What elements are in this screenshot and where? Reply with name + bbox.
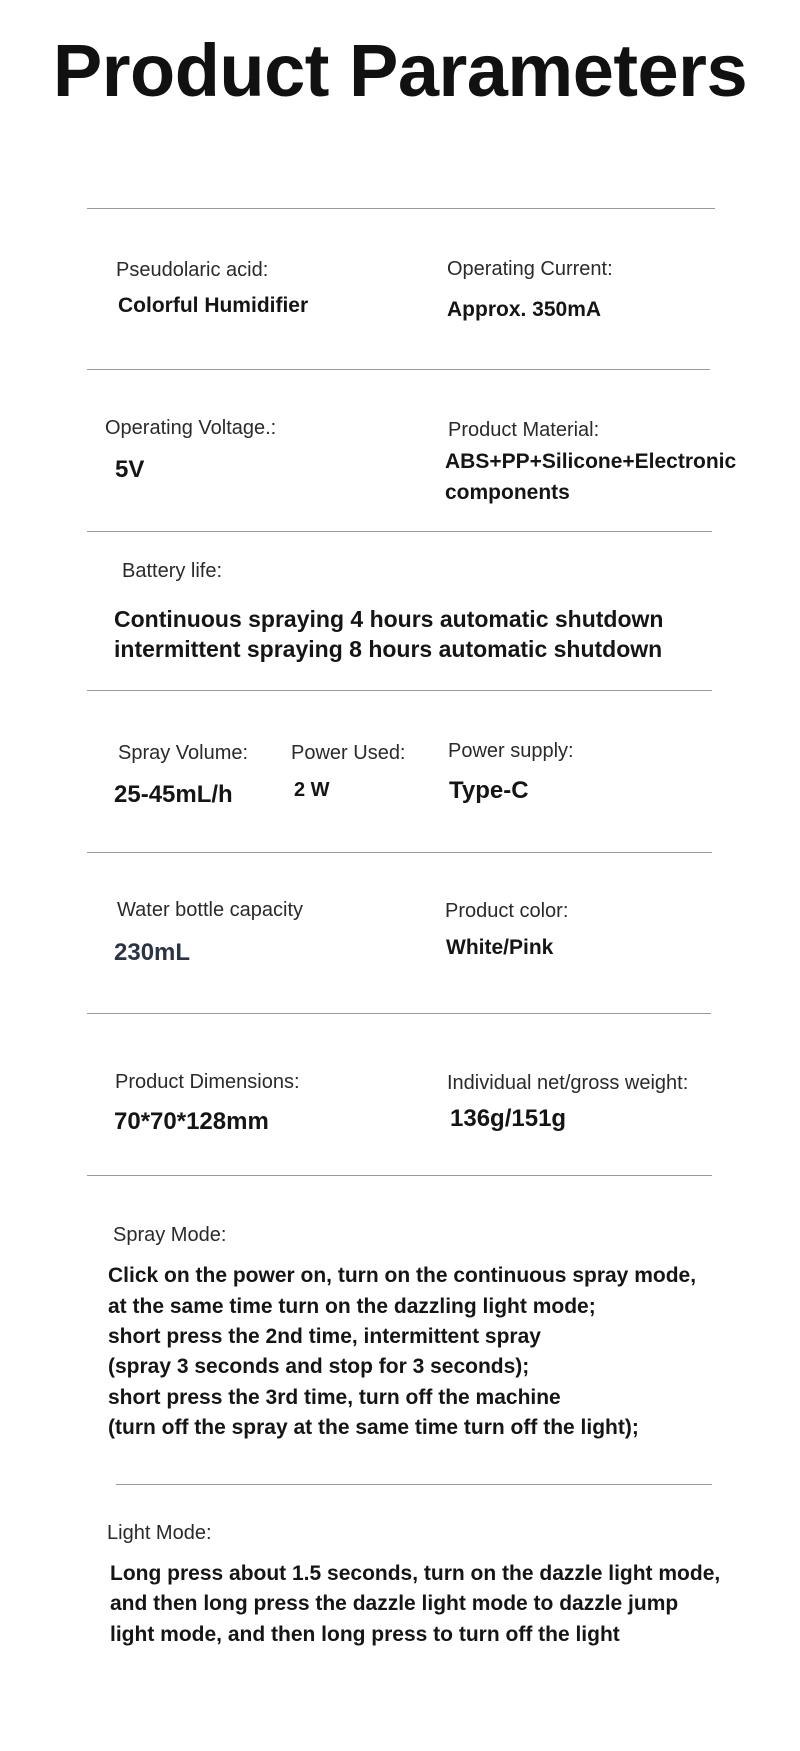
spray-volume-label: Spray Volume:: [118, 742, 249, 764]
light-mode-line: Long press about 1.5 seconds, turn on the dazzle light mode,: [110, 1562, 721, 1585]
operating-current-label: Operating Current:: [447, 258, 613, 280]
product-material-value-line2: components: [445, 481, 570, 504]
pseudolaric-acid-value: Colorful Humidifier: [118, 294, 309, 317]
water-bottle-capacity-label: Water bottle capacity: [117, 899, 304, 921]
power-supply-label: Power supply:: [448, 740, 574, 762]
spray-mode-line: Click on the power on, turn on the continuous spray mode,: [108, 1264, 697, 1287]
product-material-label: Product Material:: [448, 419, 600, 441]
operating-voltage-value: 5V: [115, 456, 145, 483]
divider: [116, 1484, 712, 1485]
light-mode-label: Light Mode:: [107, 1522, 212, 1544]
divider: [87, 369, 710, 370]
pseudolaric-acid-label: Pseudolaric acid:: [116, 259, 269, 281]
power-supply-value: Type-C: [449, 777, 529, 804]
net-gross-weight-value: 136g/151g: [450, 1105, 567, 1132]
divider: [87, 1175, 712, 1176]
spray-mode-line: at the same time turn on the dazzling light mode;: [108, 1295, 596, 1318]
water-bottle-capacity-value: 230mL: [114, 939, 191, 966]
spray-volume-value: 25-45mL/h: [114, 781, 233, 808]
product-dimensions-label: Product Dimensions:: [115, 1071, 300, 1093]
divider: [87, 531, 712, 532]
light-mode-line: light mode, and then long press to turn off the light: [110, 1623, 620, 1646]
page-title: Product Parameters: [52, 29, 748, 112]
product-dimensions-value: 70*70*128mm: [114, 1108, 269, 1135]
divider: [87, 1013, 711, 1014]
spray-mode-line: (turn off the spray at the same time turn off the light);: [108, 1416, 639, 1439]
divider: [87, 208, 715, 209]
divider: [87, 852, 712, 853]
product-color-label: Product color:: [445, 900, 569, 922]
spray-mode-line: (spray 3 seconds and stop for 3 seconds);: [108, 1355, 530, 1378]
light-mode-line: and then long press the dazzle light mode to dazzle jump: [110, 1592, 679, 1615]
battery-life-value-line2: intermittent spraying 8 hours automatic shutdown: [114, 636, 663, 662]
product-color-value: White/Pink: [446, 936, 554, 959]
spray-mode-line: short press the 2nd time, intermittent spray: [108, 1325, 541, 1348]
operating-voltage-label: Operating Voltage.:: [105, 417, 277, 439]
spray-mode-label: Spray Mode:: [113, 1224, 227, 1246]
battery-life-label: Battery life:: [122, 560, 223, 582]
net-gross-weight-label: Individual net/gross weight:: [447, 1072, 689, 1094]
power-used-label: Power Used:: [291, 742, 406, 764]
operating-current-value: Approx. 350mA: [447, 298, 602, 321]
battery-life-value-line1: Continuous spraying 4 hours automatic shutdown: [114, 606, 664, 632]
divider: [87, 690, 712, 691]
product-material-value-line1: ABS+PP+Silicone+Electronic: [445, 450, 737, 473]
spray-mode-line: short press the 3rd time, turn off the machine: [108, 1386, 561, 1409]
power-used-value: 2 W: [294, 779, 330, 801]
